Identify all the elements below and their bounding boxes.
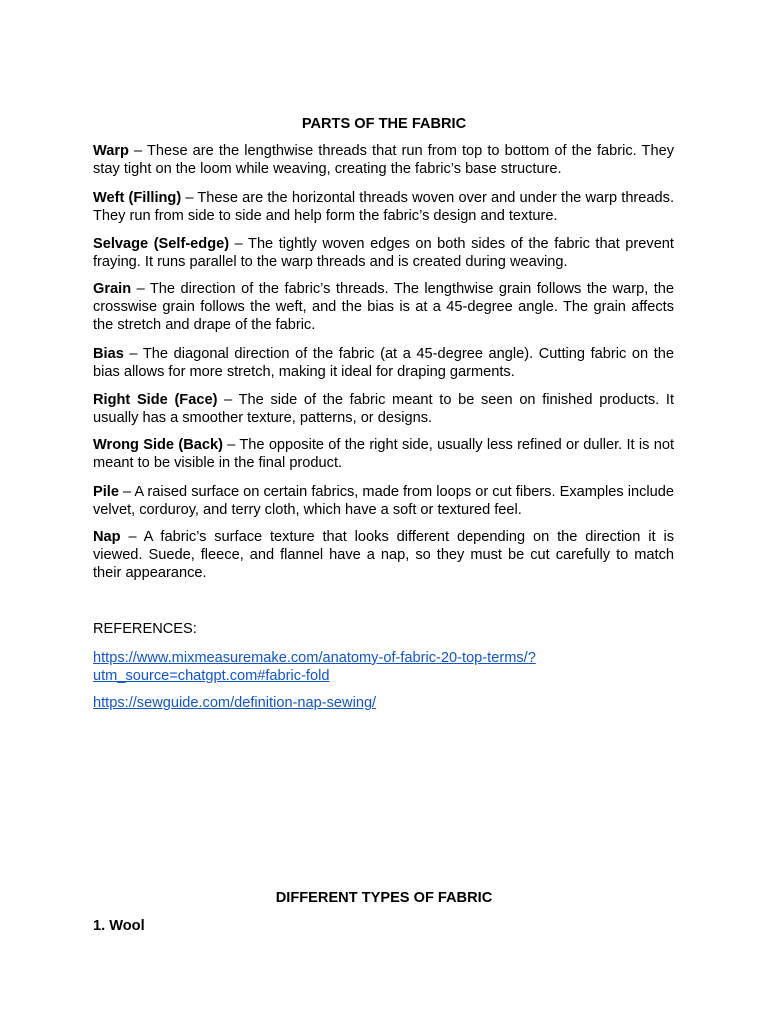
term-description: – A raised surface on certain fabrics, made from loops or cut fibers. Examples include velvet, corduroy, and terry cloth, which have a soft or textured feel. xyxy=(93,484,674,519)
link-line: utm_source=chatgpt.com#fabric-fold xyxy=(93,668,330,685)
term-description: – The side of the fabric meant to be seen on finished products. It usually has a smoother texture, patterns, or designs. xyxy=(93,392,674,427)
list-item-wool: 1. Wool xyxy=(93,918,145,934)
definition-warp xyxy=(93,142,674,178)
term-label: Bias xyxy=(93,346,124,362)
definition-selvage xyxy=(93,235,674,271)
link-line: https://sewguide.com/definition-nap-sewing/ xyxy=(93,695,377,711)
definition-pile xyxy=(93,483,674,519)
term-label: Grain xyxy=(93,281,132,297)
definition-weft xyxy=(93,189,674,225)
reference-link-mixmeasuremake[interactable] xyxy=(93,649,674,685)
references-label: REFERENCES: xyxy=(93,621,197,637)
definition-right-side xyxy=(93,391,674,427)
term-label: Warp xyxy=(93,143,129,159)
term-label: Nap xyxy=(93,529,121,545)
term-description: – The opposite of the right side, usually less refined or duller. It is not meant to be visible in the final product. xyxy=(93,437,674,472)
term-label: Pile xyxy=(93,484,119,500)
definition-bias xyxy=(93,345,674,381)
definition-nap xyxy=(93,528,674,583)
term-description: – The direction of the fabric’s threads. The lengthwise grain follows the warp, the crosswise grain follows the weft, and the bias is at a 45-degree angle. The grain affects the stretch and drape of the fabric. xyxy=(93,281,674,334)
reference-link-sewguide[interactable] xyxy=(93,694,674,712)
definition-grain xyxy=(93,280,674,335)
term-description: – A fabric’s surface texture that looks different depending on the direction it is viewed. Suede, fleece, and flannel have a nap, so they must be cut carefully to match their appearance. xyxy=(93,529,674,582)
term-label: Right Side (Face) xyxy=(93,392,218,408)
term-label: Weft (Filling) xyxy=(93,190,182,206)
term-label: Selvage (Self-edge) xyxy=(93,236,230,252)
term-description: – The diagonal direction of the fabric (at a 45-degree angle). Cutting fabric on the bias allows for more stretch, making it ideal for draping garments. xyxy=(93,346,674,381)
term-description: – These are the lengthwise threads that run from top to bottom of the fabric. They stay tight on the loom while weaving, creating the fabric’s base structure. xyxy=(93,143,674,178)
term-description: – The tightly woven edges on both sides of the fabric that prevent fraying. It runs parallel to the warp threads and is created during weaving. xyxy=(93,236,674,271)
link-line: https://www.mixmeasuremake.com/anatomy-of-fabric-20-top-terms/? xyxy=(93,650,536,666)
term-description: – These are the horizontal threads woven over and under the warp threads. They run from side to side and help form the fabric’s design and texture. xyxy=(93,190,674,225)
definition-wrong-side xyxy=(93,436,674,472)
section-title-types-of-fabric: DIFFERENT TYPES OF FABRIC xyxy=(275,890,493,906)
term-label: Wrong Side (Back) xyxy=(93,437,223,453)
section-title-parts-of-fabric: PARTS OF THE FABRIC xyxy=(301,116,467,132)
